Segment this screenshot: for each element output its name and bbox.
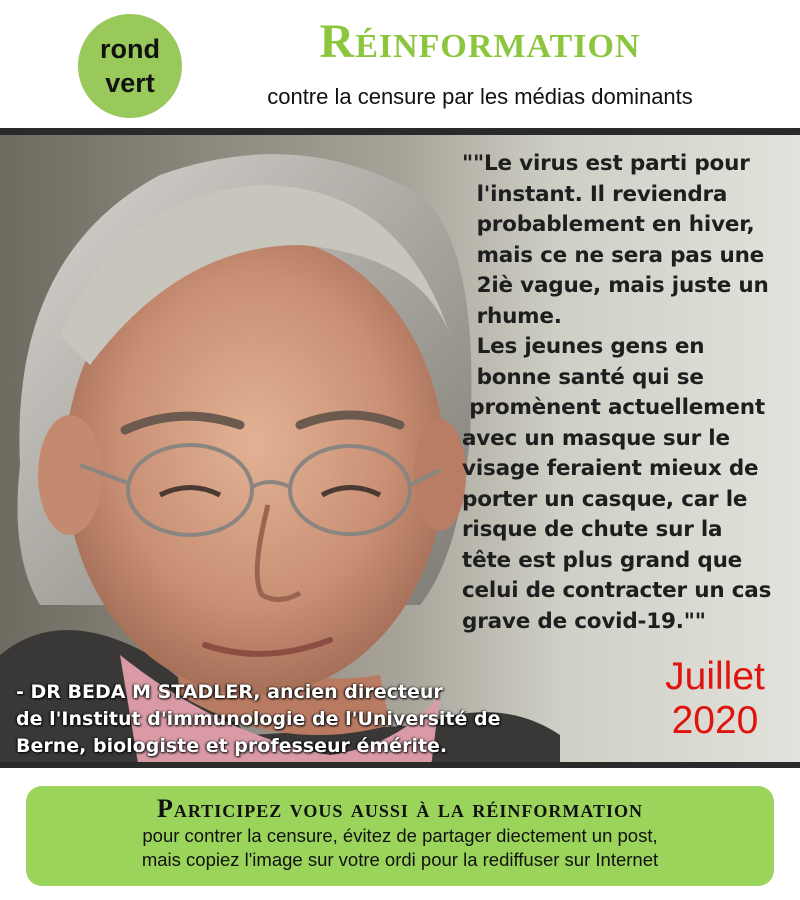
- cta-line-1: pour contrer la censure, évitez de partager diectement un post,: [142, 825, 658, 846]
- date-month: Juillet: [665, 655, 765, 698]
- date-label: [640, 655, 790, 743]
- quote-attribution: - DR BEDA M STADLER, ancien directeur de l'Institut d'immunologie de l'Université de Berne, biologiste et professeur émérite.: [16, 681, 501, 757]
- logo-line-2: vert: [105, 68, 155, 98]
- stadler-quote: ""Le virus est parti pour l'instant. Il reviendra probablement en hiver, mais ce ne sera pas une 2iè vague, mais juste un rhume. Les jeunes gens en bonne santé qui se promènent actuellement avec un masque sur le visage feraient mieux de porter un casque, car le risque de chute sur la tête est plus grand que celui de contracter un cas grave de covid-19."": [462, 151, 772, 634]
- rond-vert-logo: [78, 14, 182, 118]
- brand-subtitle: contre la censure par les médias dominants: [267, 84, 693, 109]
- photo-panel: [0, 128, 800, 768]
- logo-line-1: rond: [100, 34, 160, 64]
- brand-title: Réinformation: [319, 15, 641, 68]
- call-to-action-banner: [26, 786, 774, 886]
- date-year: 2020: [671, 699, 759, 742]
- cta-title: Participez vous aussi à la réinformation: [156, 794, 644, 823]
- cta-line-2: mais copiez l'image sur votre ordi pour la rediffuser sur Internet: [141, 849, 659, 870]
